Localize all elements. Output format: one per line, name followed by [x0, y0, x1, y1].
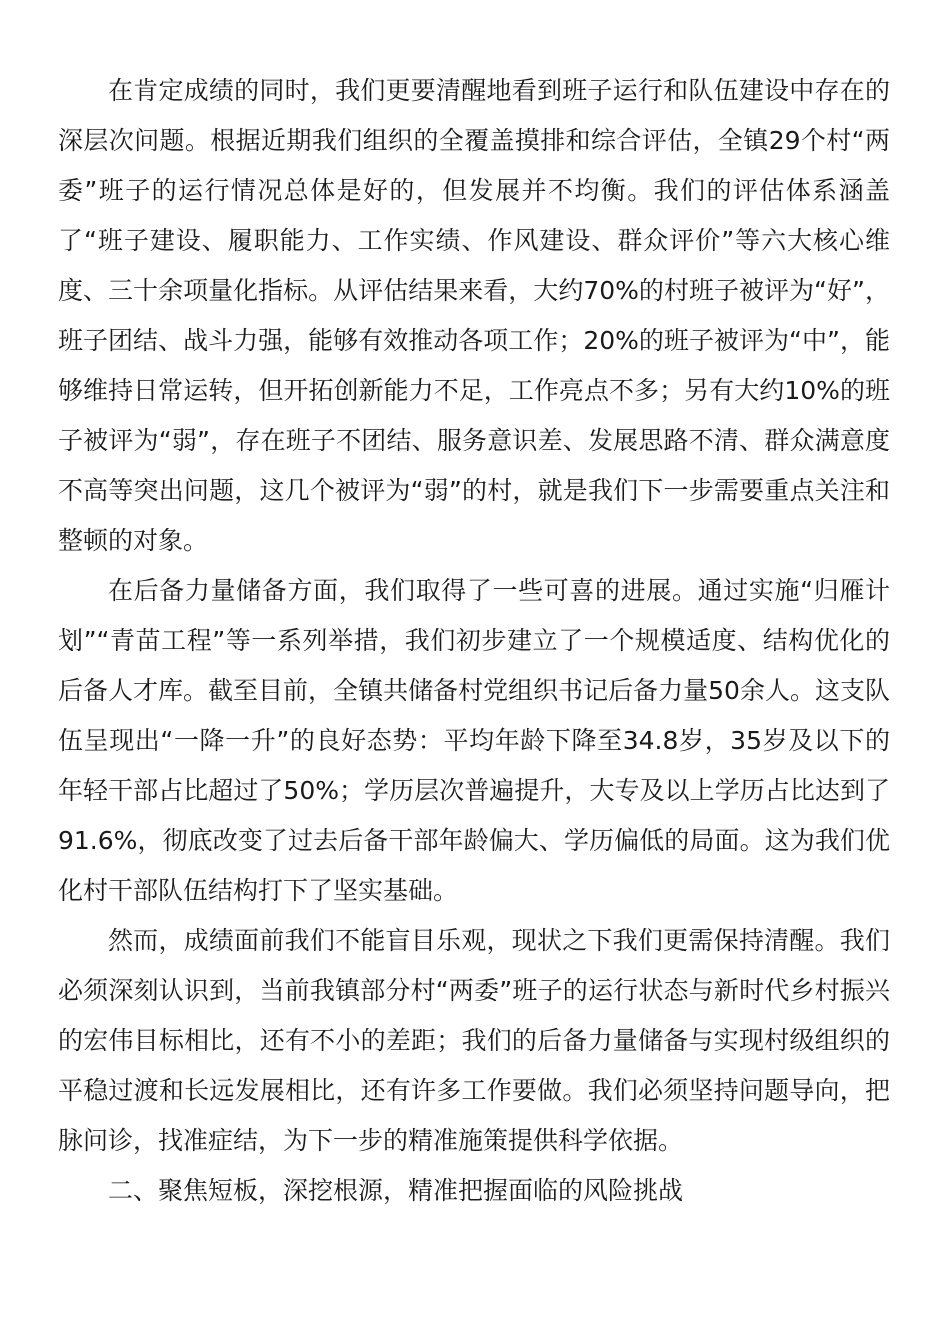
paragraph-reserve-talent: 在后备力量储备方面，我们取得了一些可喜的进展。通过实施“归雁计划”“青苗工程”等一系列举措，我们初步建立了一个规模适度、结构优化的后备人才库。截至目前，全镇共储备村党组织书记后备力量50余人。这支队伍呈现出“一降一升”的良好态势：平均年龄下降至34.8岁，35岁及以下的年轻干部占比超过了50%；学历层次普遍提升，大专及以上学历占比达到了91.6%，彻底改变了过去后备干部年龄偏大、学历偏低的局面。这为我们优化村干部队伍结构打下了坚实基础。 [58, 576, 890, 905]
paragraph-assessment: 在肯定成绩的同时，我们更要清醒地看到班子运行和队伍建设中存在的深层次问题。根据近期我们组织的全覆盖摸排和综合评估，全镇29个村“两委”班子的运行情况总体是好的，但发展并不均衡。我们的评估体系涵盖了“班子建设、履职能力、工作实绩、作风建设、群众评价”等六大核心维度、三十余项量化指标。从评估结果来看，大约70%的村班子被评为“好”，班子团结、战斗力强，能够有效推动各项工作；20%的班子被评为“中”，能够维持日常运转，但开拓创新能力不足，工作亮点不多；另有大约10%的班子被评为“弱”，存在班子不团结、服务意识差、发展思路不清、群众满意度不高等突出问题，这几个被评为“弱”的村，就是我们下一步需要重点关注和整顿的对象。 [58, 76, 890, 555]
document-body [58, 66, 890, 1216]
section-heading: 二、聚焦短板，深挖根源，精准把握面临的风险挑战 [108, 1176, 684, 1205]
paragraph-problem-orientation: 然而，成绩面前我们不能盲目乐观，现状之下我们更需保持清醒。我们必须深刻认识到，当前我镇部分村“两委”班子的运行状态与新时代乡村振兴的宏伟目标相比，还有不小的差距；我们的后备力量储备与实现村级组织的平稳过渡和长远发展相比，还有许多工作要做。我们必须坚持问题导向，把脉问诊，找准症结，为下一步的精准施策提供科学依据。 [58, 926, 890, 1155]
